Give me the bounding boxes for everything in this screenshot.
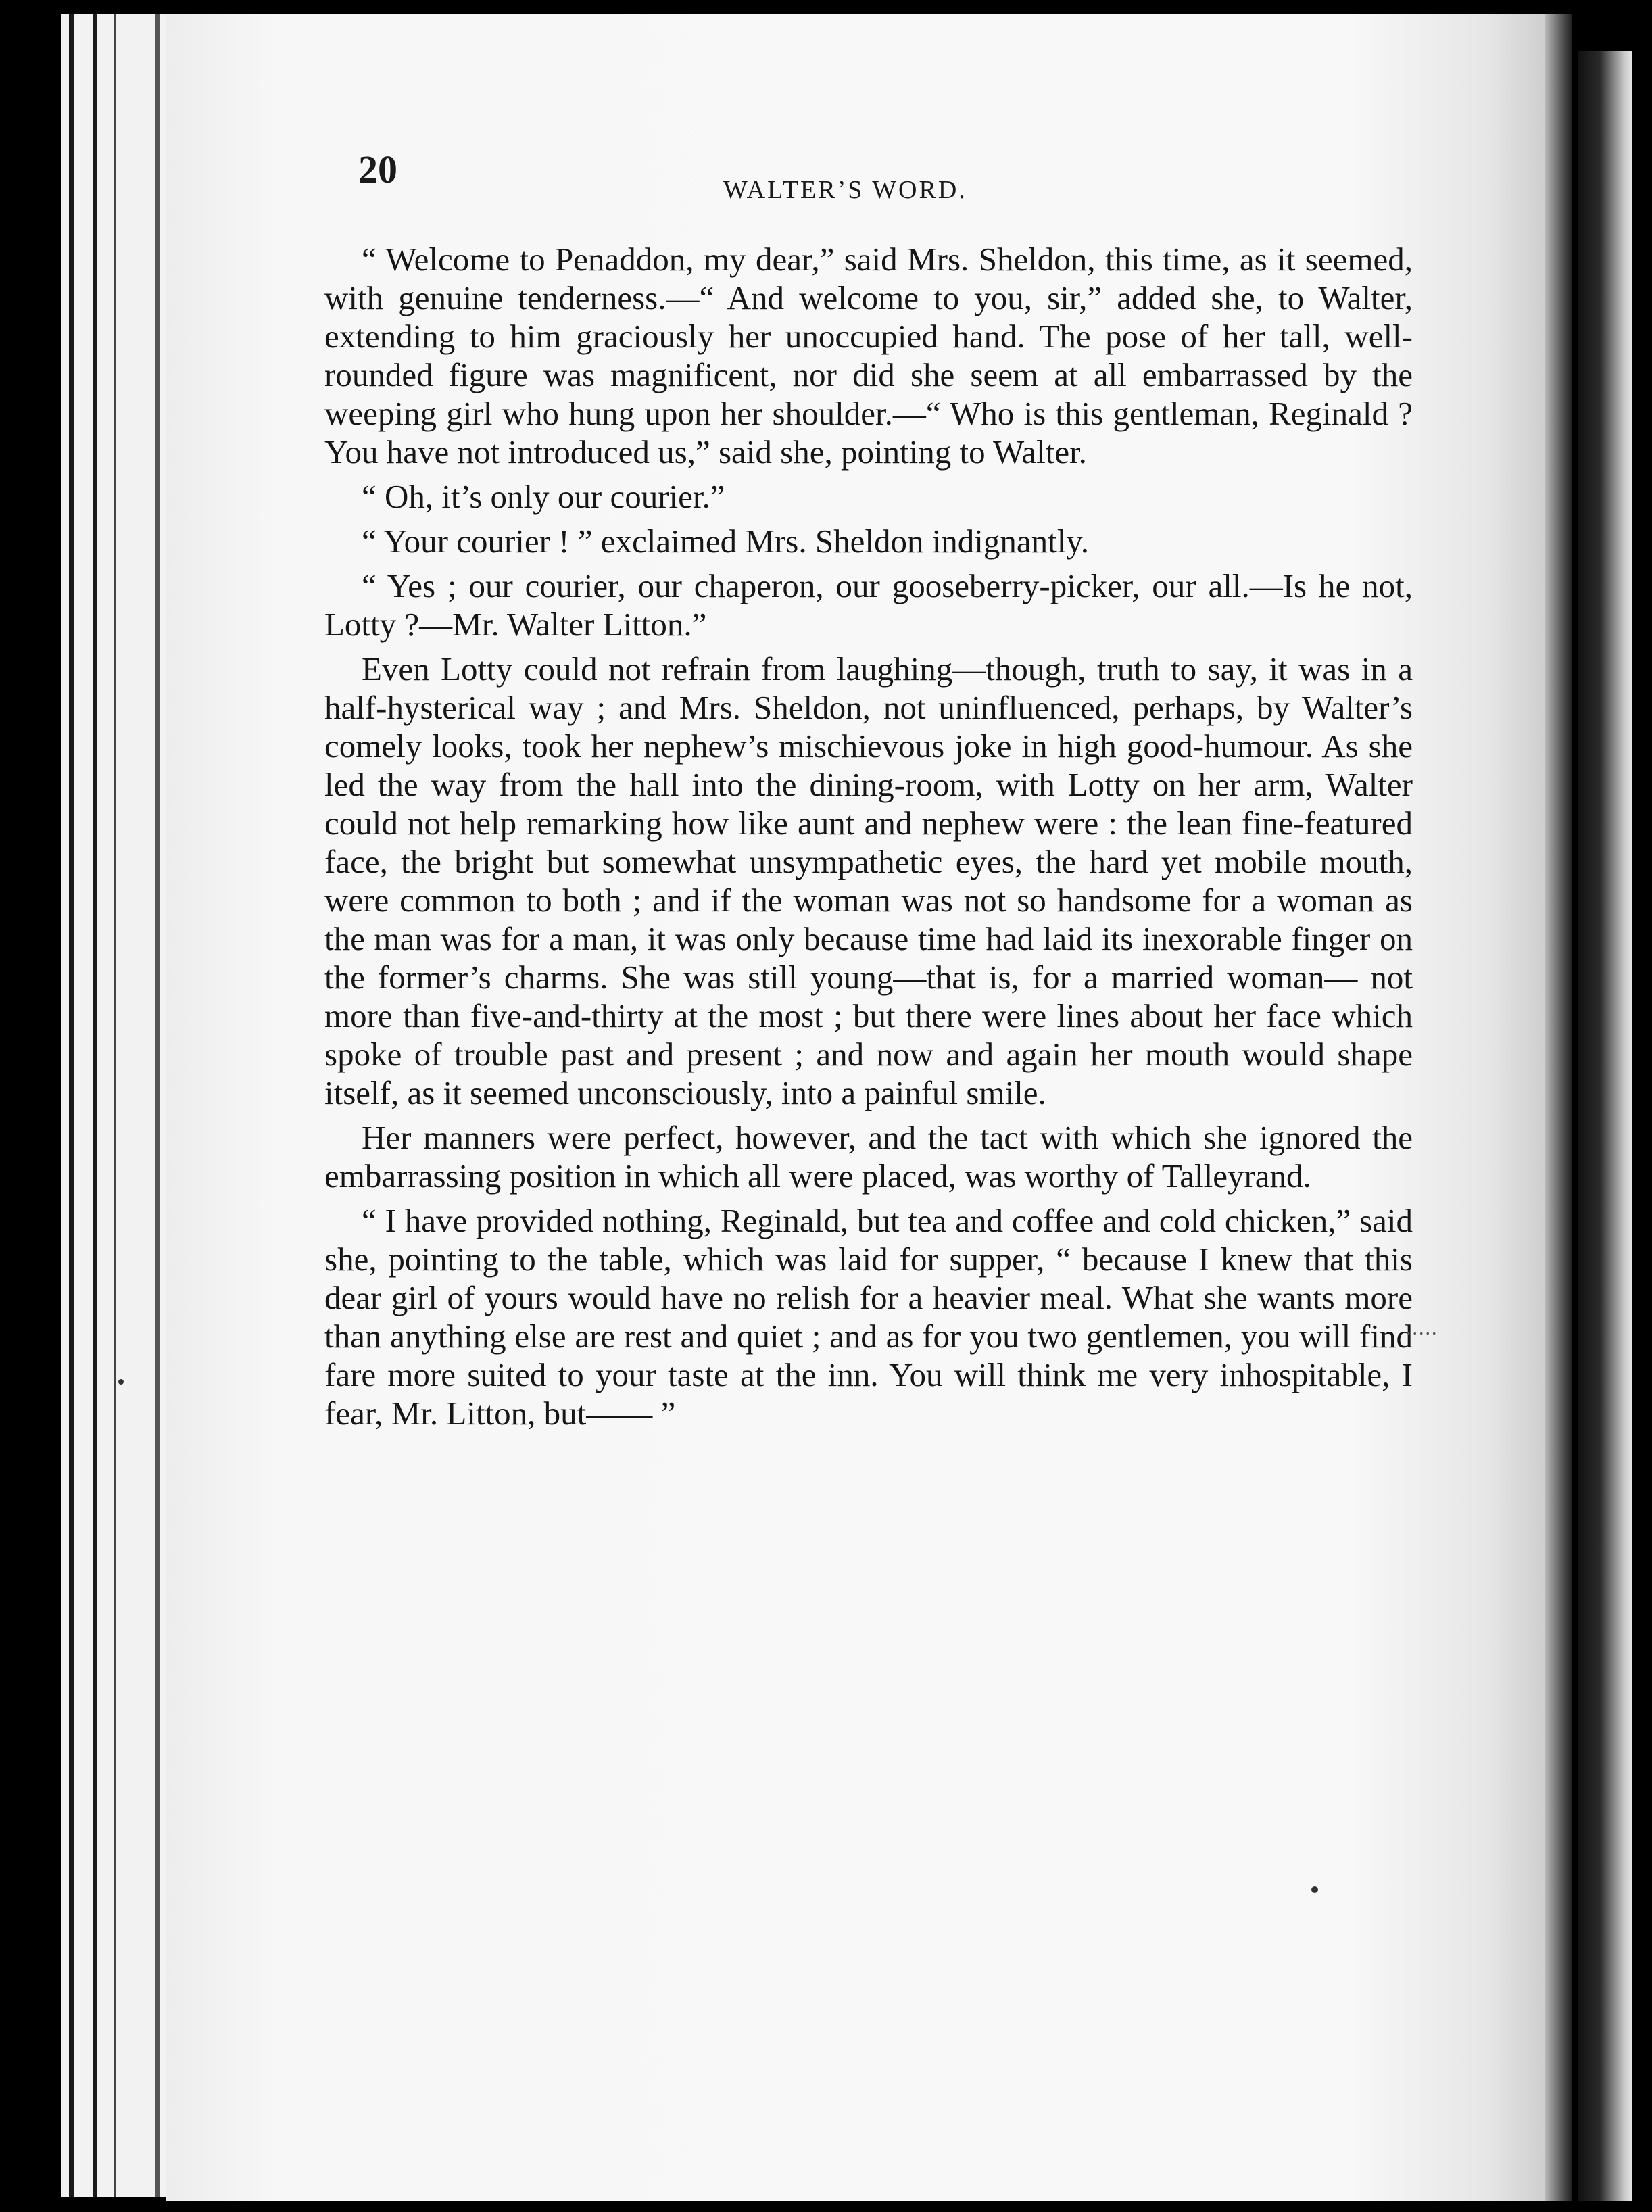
page-edge-line xyxy=(93,14,97,2197)
paragraph: Her manners were perfect, however, and the tact with which she ignored the embarrassing position in which all were placed, was worthy of Talleyrand. xyxy=(324,1119,1413,1195)
paragraph: “ Yes ; our courier, our chaperon, our gooseberry-picker, our all.—Is he not, Lotty ?—Mr. Walter Litton.” xyxy=(324,567,1413,643)
body-text xyxy=(324,240,1413,1433)
running-title: WALTER’S WORD. xyxy=(723,176,967,204)
book-page-edges xyxy=(61,14,169,2197)
scan-speck xyxy=(118,1379,124,1385)
paragraph: “ Oh, it’s only our courier.” xyxy=(362,478,725,515)
margin-mark: ..... xyxy=(1406,1317,1438,1339)
page-number: 20 xyxy=(358,147,397,191)
paragraph: “ Your courier ! ” exclaimed Mrs. Sheldon indignantly. xyxy=(362,523,1089,560)
page-gutter-shadow xyxy=(1545,14,1572,2201)
paragraph: “ I have provided nothing, Reginald, but tea and coffee and cold chicken,” said she, pointing to the table, which was laid for supper, “ because I knew that this dear girl of yours would have no relish for a heavier meal. What she wants more than anything else are rest and quiet ; and as for you two gentlemen, you will find fare more suited to your taste at the inn. You will think me very inhospitable, I fear, Mr. Litton, but—— ” xyxy=(324,1202,1413,1432)
paragraph: “ Welcome to Penaddon, my dear,” said Mrs. Sheldon, this time, as it seemed, with genuine tenderness.—“ And welcome to you, sir,” added she, to Walter, extending to him graciously her unoccupied hand. The pose of her tall, well-rounded figure was magnificent, nor did she seem at all embarrassed by the weeping girl who hung upon her shoulder.—“ Who is this gentleman, Reginald ? You have not introduced us,” said she, pointing to Walter. xyxy=(324,241,1413,471)
page-edge-line xyxy=(155,14,160,2197)
scan-speck xyxy=(1311,1886,1318,1893)
facing-page-edge xyxy=(1578,51,1632,2201)
paragraph: Even Lotty could not refrain from laughing—though, truth to say, it was in a half-hysterical way ; and Mrs. Sheldon, not uninfluenced, perhaps, by Walter’s comely looks, took her nephew’s mischievous joke in high good-humour. As she led the way from the hall into the dining-room, with Lotty on her arm, Walter could not help remarking how like aunt and nephew were : the lean fine-featured face, the bright but somewhat unsympathetic eyes, the hard yet mobile mouth, were common to both ; and if the woman was not so handsome for a woman as the man was for a man, it was only because time had laid its inexorable finger on the former’s charms. She was still young—that is, for a married woman— not more than five-and-thirty at the most ; but there were lines about her face which spoke of trouble past and present ; and now and again her mouth would shape itself, as it seemed unconsciously, into a painful smile. xyxy=(324,650,1413,1111)
page-edge-line xyxy=(69,14,74,2197)
page-edge-line xyxy=(114,14,116,2197)
